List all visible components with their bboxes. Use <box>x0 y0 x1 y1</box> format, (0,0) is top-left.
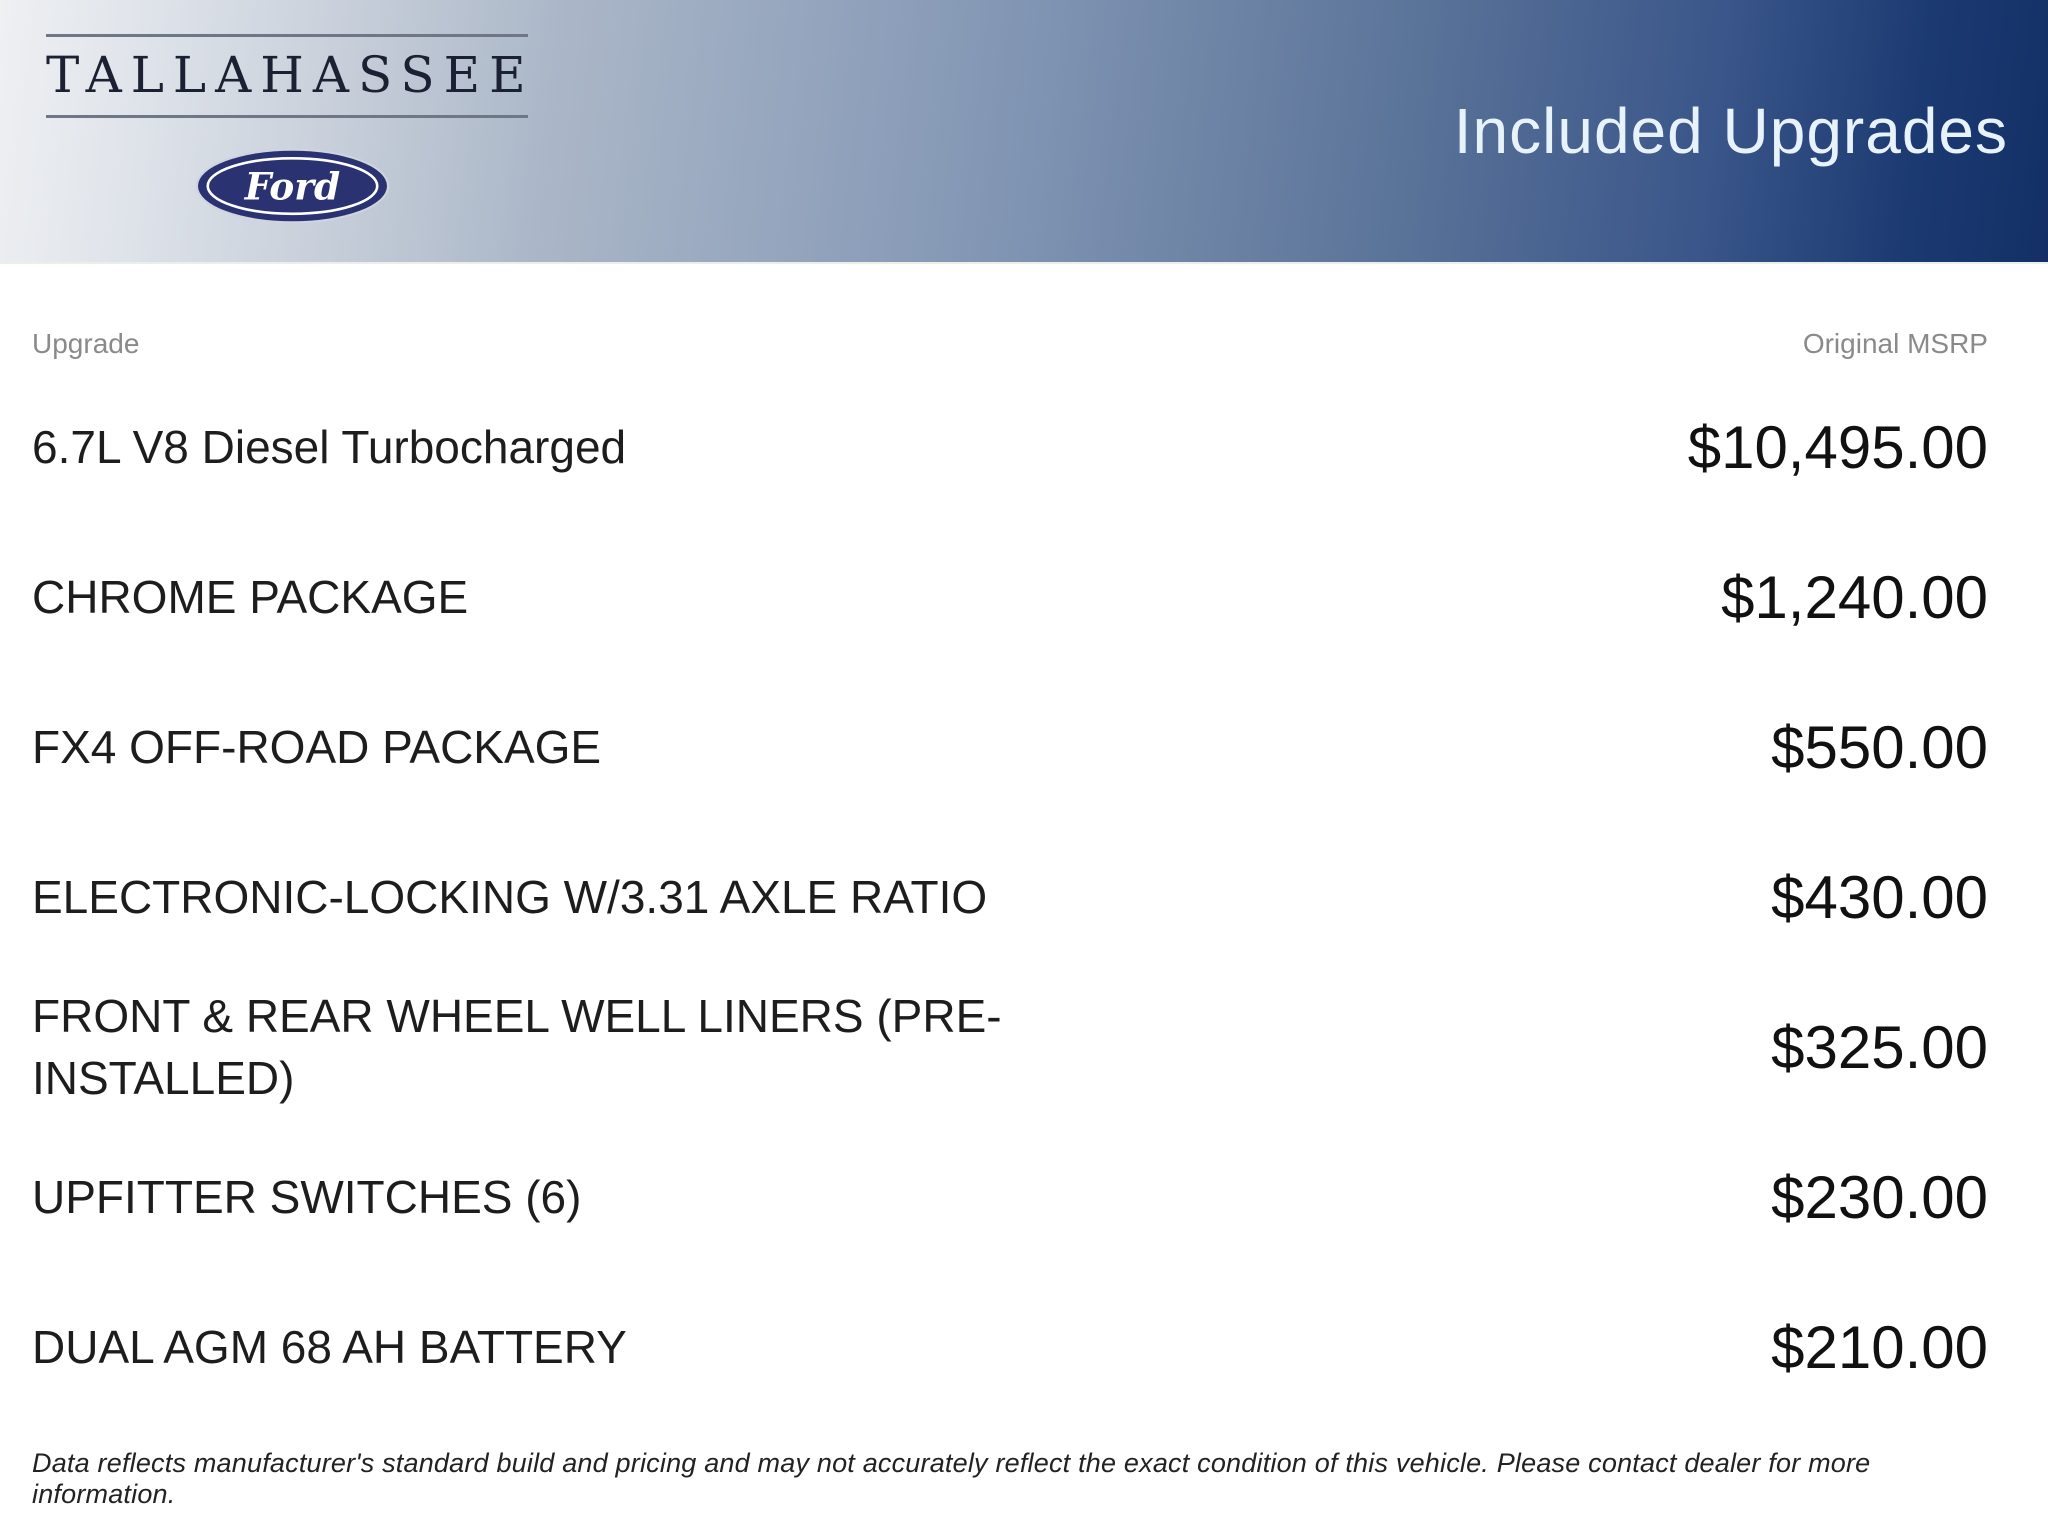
disclaimer-text: Data reflects manufacturer's standard build and pricing and may not accurately reflect the exact condition of this vehicle. Please contact dealer for more information. <box>32 1448 1871 1509</box>
ford-logo-text: Ford <box>244 164 341 209</box>
upgrade-msrp: $550.00 <box>1771 713 1988 781</box>
table-header-row <box>32 328 1988 360</box>
upgrade-msrp: $325.00 <box>1771 1013 1988 1081</box>
table-row <box>32 672 1988 822</box>
upgrade-name: FX4 OFF-ROAD PACKAGE <box>32 720 602 773</box>
upgrades-table <box>0 328 2048 1510</box>
table-row <box>32 522 1988 672</box>
upgrade-name: CHROME PACKAGE <box>32 570 469 623</box>
column-header-upgrade: Upgrade <box>32 328 140 359</box>
header-banner <box>0 0 2048 264</box>
dealer-name: TALLAHASSEE <box>46 34 528 118</box>
table-row <box>32 372 1988 522</box>
upgrade-name: 6.7L V8 Diesel Turbocharged <box>32 420 627 473</box>
upgrade-name: ELECTRONIC-LOCKING W/3.31 AXLE RATIO <box>32 870 988 923</box>
column-header-msrp: Original MSRP <box>1802 328 1988 359</box>
table-body <box>32 372 1988 1422</box>
dealer-logo <box>46 34 535 118</box>
table-row <box>32 822 1988 972</box>
table-row <box>32 972 1988 1122</box>
upgrade-name: DUAL AGM 68 AH BATTERY <box>32 1320 627 1373</box>
upgrade-msrp: $10,495.00 <box>1687 413 1988 481</box>
page-title: Included Upgrades <box>1453 95 2008 167</box>
ford-logo-icon <box>195 147 390 225</box>
table-row <box>32 1272 1988 1422</box>
upgrade-msrp: $210.00 <box>1771 1313 1988 1381</box>
upgrade-msrp: $1,240.00 <box>1721 563 1988 631</box>
table-row <box>32 1122 1988 1272</box>
upgrade-msrp: $230.00 <box>1771 1163 1988 1231</box>
upgrade-msrp: $430.00 <box>1771 863 1988 931</box>
upgrade-name: UPFITTER SWITCHES (6) <box>32 1170 582 1223</box>
upgrade-name: FRONT & REAR WHEEL WELL LINERS (PRE-INSTALLED) <box>32 989 1002 1104</box>
